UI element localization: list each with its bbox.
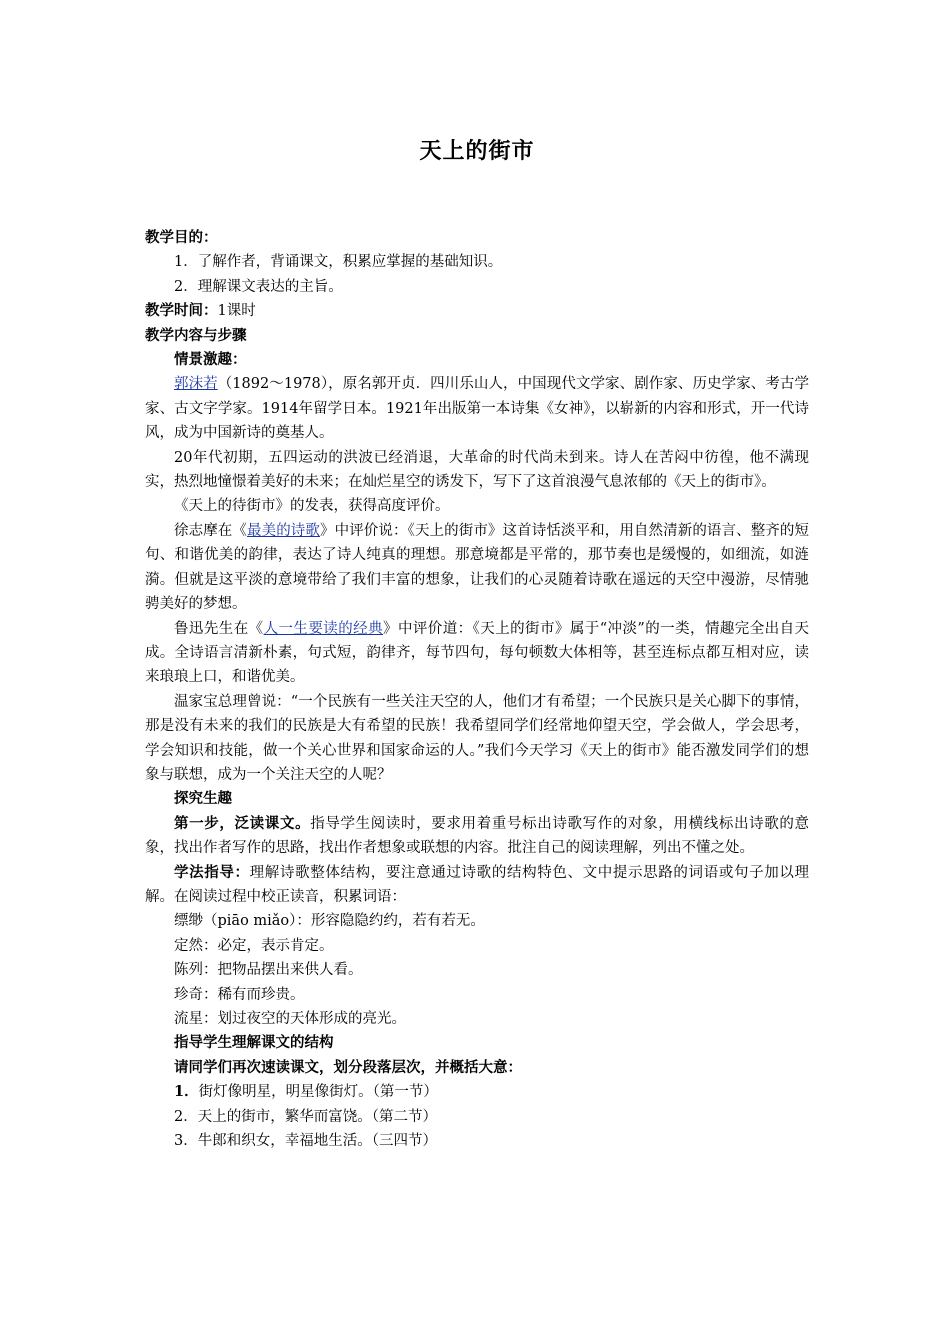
structure-item: 2．天上的街市，繁华而富饶。（第二节）	[174, 1108, 437, 1125]
method-label: 学法指导：	[174, 863, 250, 881]
step1-label: 第一步，泛读课文。	[174, 814, 311, 832]
author-text: （1892～1978），原名郭开贞．四川乐山人，中国现代文学家、剧作家、历史学家、考古学家、古文字学家。1914年留学日本。1921年出版第一本诗集《女神》，以崭新的内容和形式，开一代诗风，成为中国新诗的奠基人。	[145, 376, 810, 442]
goals-heading: 教学目的：	[145, 229, 218, 246]
time-value: 1课时	[217, 303, 256, 320]
vocab-item: 缥缈（piāo miǎo）：形容隐隐约约，若有若无。	[174, 913, 485, 930]
explore-heading: 探究生趣	[174, 790, 232, 808]
lu-text-b: 》中评价道：《天上的街市》属于“冲淡”的一类，情趣完全出自天成。全诗语言清新朴素，句式短，韵律齐，每节四句，每句顿数大体相等，甚至连标点都互相对应，读来琅琅上口，和谐优美。	[145, 620, 810, 686]
background-paragraph: 20年代初期，五四运动的洪波已经消退，大革命的时代尚未到来。诗人在苦闷中彷徨，他不满现实，热烈地憧憬着美好的未来；在灿烂星空的诱发下，写下了这首浪漫气息浓郁的《天上的街市》。	[145, 449, 809, 491]
structure-item	[145, 1080, 809, 1104]
step1-paragraph	[145, 812, 809, 861]
book-link[interactable]: 人一生要读的经典	[263, 620, 384, 637]
time-line	[145, 299, 809, 323]
goal-item: 2．理解课文表达的主旨。	[174, 278, 343, 295]
wen-paragraph: 温家宝总理曾说：“一个民族有一些关注天空的人，他们才有希望；一个民族只是关心脚下的事情，那是没有未来的我们的民族是大有希望的民族！我希望同学们经常地仰望天空，学会做人，学会思考，学会知识和技能，做一个关心世界和国家命运的人。”我们今天学习《天上的街市》能否激发同学们的想象与联想，成为一个关注天空的人呢？	[145, 693, 809, 783]
xu-text-a: 徐志摩在《	[174, 522, 247, 539]
structure-item: 3．牛郎和织女，幸福地生活。（三四节）	[174, 1133, 437, 1150]
vocab-item: 流星：划过夜空的天体形成的亮光。	[174, 1011, 406, 1027]
evaluation-paragraph: 《天上的待街市》的发表，获得高度评价。	[174, 498, 450, 515]
intro-heading: 情景激趣：	[174, 351, 247, 369]
steps-heading: 教学内容与步骤	[145, 326, 247, 344]
document-title: 天上的街市	[419, 138, 535, 164]
author-paragraph	[145, 372, 809, 445]
vocab-item: 陈列：把物品摆出来供人看。	[174, 962, 363, 979]
lu-paragraph	[145, 617, 809, 690]
structure-prompt: 请同学们再次速读课文，划分段落层次，并概括大意：	[174, 1058, 522, 1076]
structure-text: 街灯像明星，明星像街灯。（第一节）	[198, 1084, 438, 1101]
xu-text-b: 》中评价说：《天上的街市》这首诗恬淡平和，用自然清新的语言、整齐的短句、和谐优美的韵律，表达了诗人纯真的理想。那意境都是平常的，那节奏也是缓慢的，如细流，如涟漪。但就是这平淡的意境带给了我们丰富的想象，让我们的心灵随着诗歌在遥远的天空中漫游，尽情驰骋美好的梦想。	[145, 522, 810, 613]
document-body	[145, 226, 809, 1153]
structure-heading: 指导学生理解课文的结构	[174, 1034, 334, 1052]
method-paragraph	[145, 861, 809, 910]
vocab-item: 定然：必定，表示肯定。	[174, 937, 334, 954]
author-link[interactable]: 郭沫若	[174, 376, 218, 393]
lu-text-a: 鲁迅先生在《	[174, 620, 264, 637]
xu-paragraph	[145, 519, 809, 617]
time-label: 教学时间：	[145, 302, 218, 320]
book-link[interactable]: 最美的诗歌	[247, 522, 320, 539]
goal-item: 1．了解作者，背诵课文，积累应掌握的基础知识。	[174, 254, 503, 271]
method-text: 理解诗歌整体结构，要注意通过诗歌的结构特色、文中提示思路的词语或句子加以理解。在阅读过程中校正读音，积累词语：	[145, 864, 809, 905]
vocab-item: 珍奇：稀有而珍贵。	[174, 986, 305, 1003]
structure-num: 1．	[174, 1083, 199, 1101]
step1-text: 指导学生阅读时，要求用着重号标出诗歌写作的对象，用横线标出诗歌的意象，找出作者写作的思路，找出作者想象或联想的内容。批注自己的阅读理解，列出不懂之处。	[145, 815, 810, 857]
